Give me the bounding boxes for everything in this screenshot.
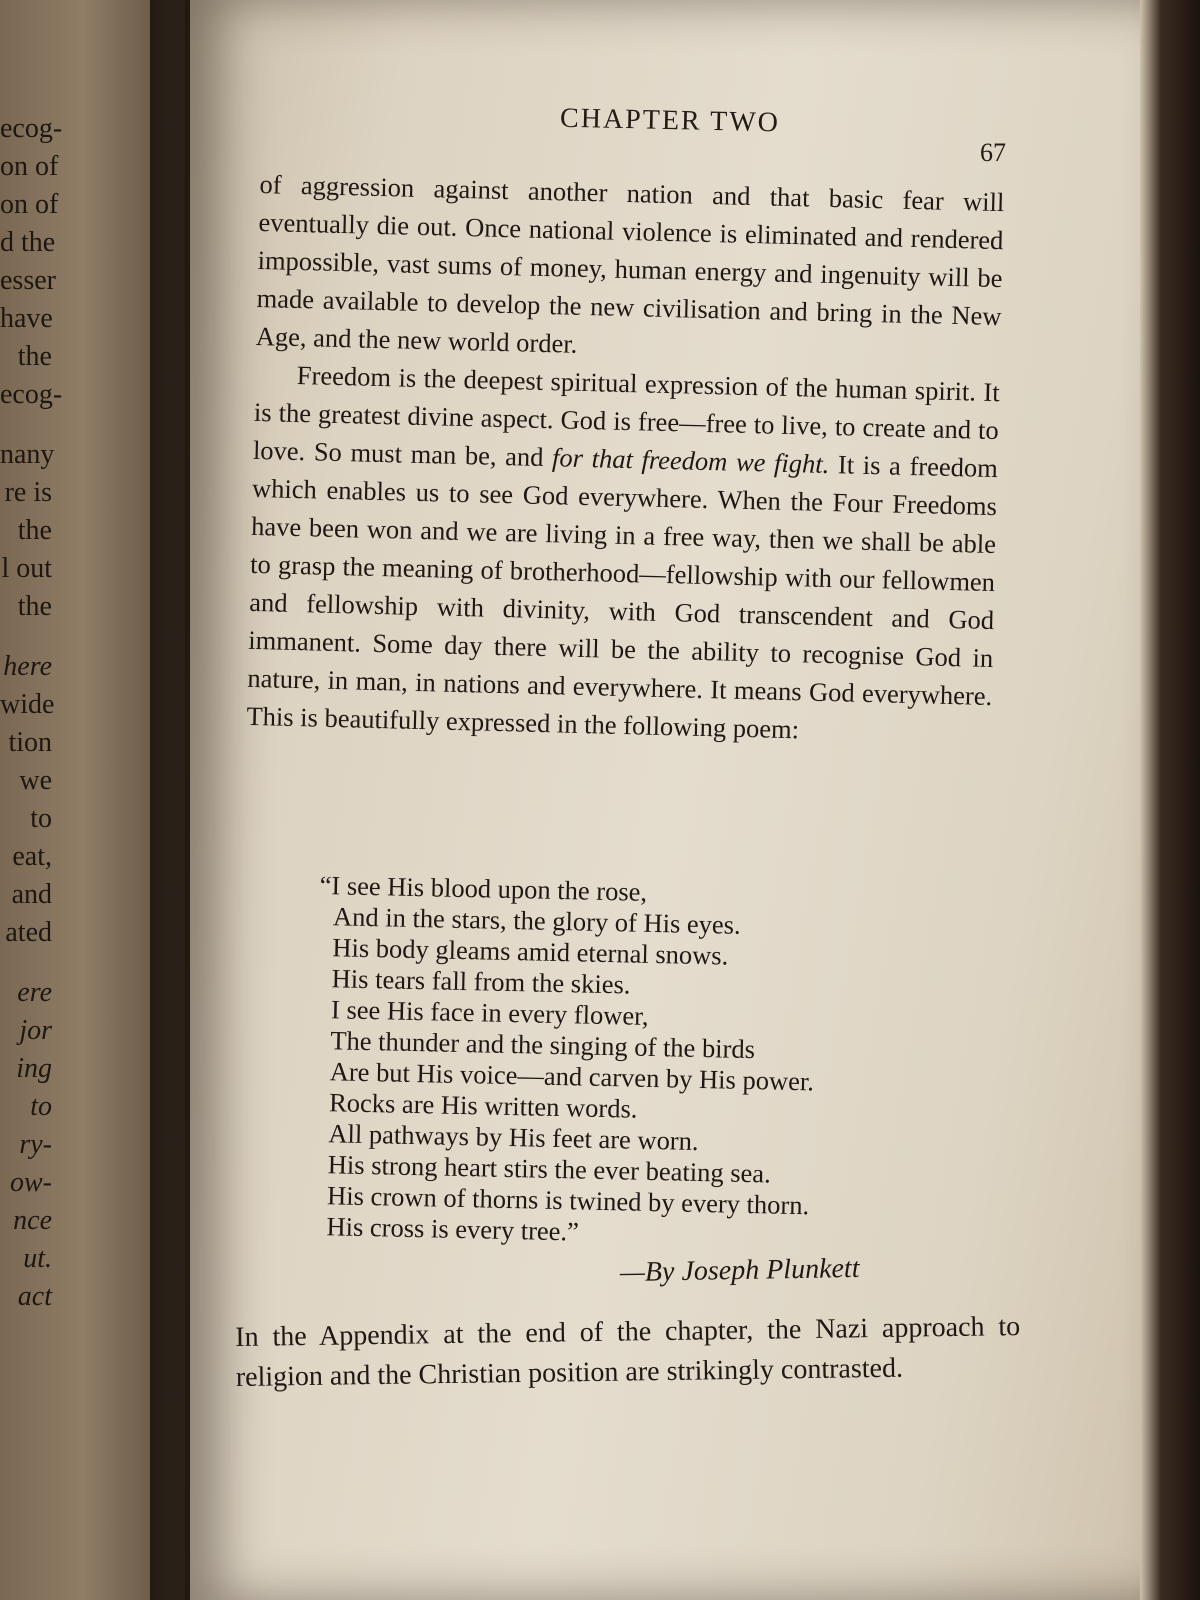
page-edges — [1140, 0, 1200, 1600]
poem-line: The thunder and the singing of the birds — [330, 1025, 756, 1065]
left-page-fragment: on of — [0, 189, 59, 220]
left-page-fragment: ry- — [19, 1129, 52, 1160]
poem-line: His cross is every tree.” — [326, 1211, 580, 1247]
left-page-fragment: act — [17, 1281, 52, 1312]
body-text — [246, 165, 1005, 753]
left-page-fragment: nce — [13, 1205, 52, 1236]
poem-line: Rocks are His written words. — [328, 1087, 638, 1124]
poem-line: “I see His blood upon the rose, — [319, 870, 648, 907]
left-page-fragment: have — [0, 303, 53, 334]
poem-attribution: —By Joseph Plunkett — [619, 1252, 860, 1289]
left-page-fragment: the — [17, 591, 52, 622]
left-page-fragment: ecog- — [0, 113, 63, 144]
left-page-fragment: on of — [0, 151, 59, 182]
left-page-fragment: l out — [1, 553, 52, 584]
left-page-fragment: jor — [19, 1015, 52, 1046]
left-page-fragment: ing — [16, 1053, 52, 1084]
poem-line: And in the stars, the glory of His eyes. — [332, 901, 742, 940]
left-page-fragment: tion — [8, 727, 52, 758]
poem-line: His body gleams amid eternal snows. — [332, 932, 729, 971]
left-page-fragment: ut. — [23, 1243, 52, 1274]
closing-paragraph: In the Appendix at the end of the chapter, the Nazi approach to religion and the Christian position are strikingly contrasted. — [235, 1311, 1021, 1393]
left-page-fragment: ecog- — [0, 379, 63, 410]
left-page-fragment: ow- — [10, 1167, 52, 1198]
poem-line: His tears fall from the skies. — [331, 963, 631, 1000]
left-page-fragment: to — [30, 803, 52, 834]
poem-line: Are but His voice—and carven by His power. — [329, 1056, 815, 1097]
left-page-fragment: ated — [5, 917, 52, 948]
left-page-fragment: wide — [0, 689, 55, 720]
left-page-fragment: re is — [4, 477, 52, 508]
left-page-fragment: ere — [17, 977, 52, 1008]
paragraph-1: of aggression against another nation and that basic fear will eventually die out. Once national violence is eliminated and rendered impossible, vast sums of money, human energy and ingenuity will be made available to develop the new civilisation and bring in the New Age, and the new world order. — [255, 168, 1005, 359]
paragraph-2-part-b: It is a freedom which enables us to see God everywhere. When the Four Freedoms have been won and we are living in a free way, then we shall be able to grasp the meaning of brotherhood—fellowship with our fellowmen and fellowship with divinity, with God transcendent and God immanent. Some day there will be the ability to recognise God in nature, in man, in nations and everywhere. It means God everywhere. This is beautifully expressed in the following poem: — [246, 449, 999, 745]
paragraph-2-italic: for that freedom we fight. — [551, 442, 830, 479]
page-number: 67 — [980, 138, 1006, 167]
left-page-fragment: nany — [0, 439, 55, 470]
left-page-fragment: to — [30, 1091, 52, 1122]
running-head: CHAPTER TWO — [559, 102, 781, 139]
right-page — [190, 0, 1145, 1600]
left-page-fragment: here — [3, 651, 52, 682]
left-page-fragment: the — [17, 515, 52, 546]
poem — [312, 870, 960, 1255]
poem-line: His strong heart stirs the ever beating sea. — [327, 1149, 772, 1189]
left-page-text — [0, 110, 170, 1316]
left-page-fragment: and — [11, 879, 52, 910]
left-page-fragment: esser — [0, 265, 56, 296]
left-page-fragment: eat, — [12, 841, 52, 872]
left-page-fragment: we — [19, 765, 52, 796]
left-page-fragment: d the — [0, 227, 56, 258]
poem-line: I see His face in every flower, — [330, 994, 649, 1031]
paragraph-2 — [246, 355, 1000, 753]
poem-line: His crown of thorns is twined by every thorn. — [326, 1180, 810, 1221]
poem-line: All pathways by His feet are worn. — [328, 1118, 699, 1156]
left-page-fragment: the — [17, 341, 52, 372]
paragraph-2-part-a: Freedom is the deepest spiritual expression of the human spirit. It is the greatest divine aspect. God is free—free to live, to create and to love. So must man be, and — [252, 359, 1001, 473]
